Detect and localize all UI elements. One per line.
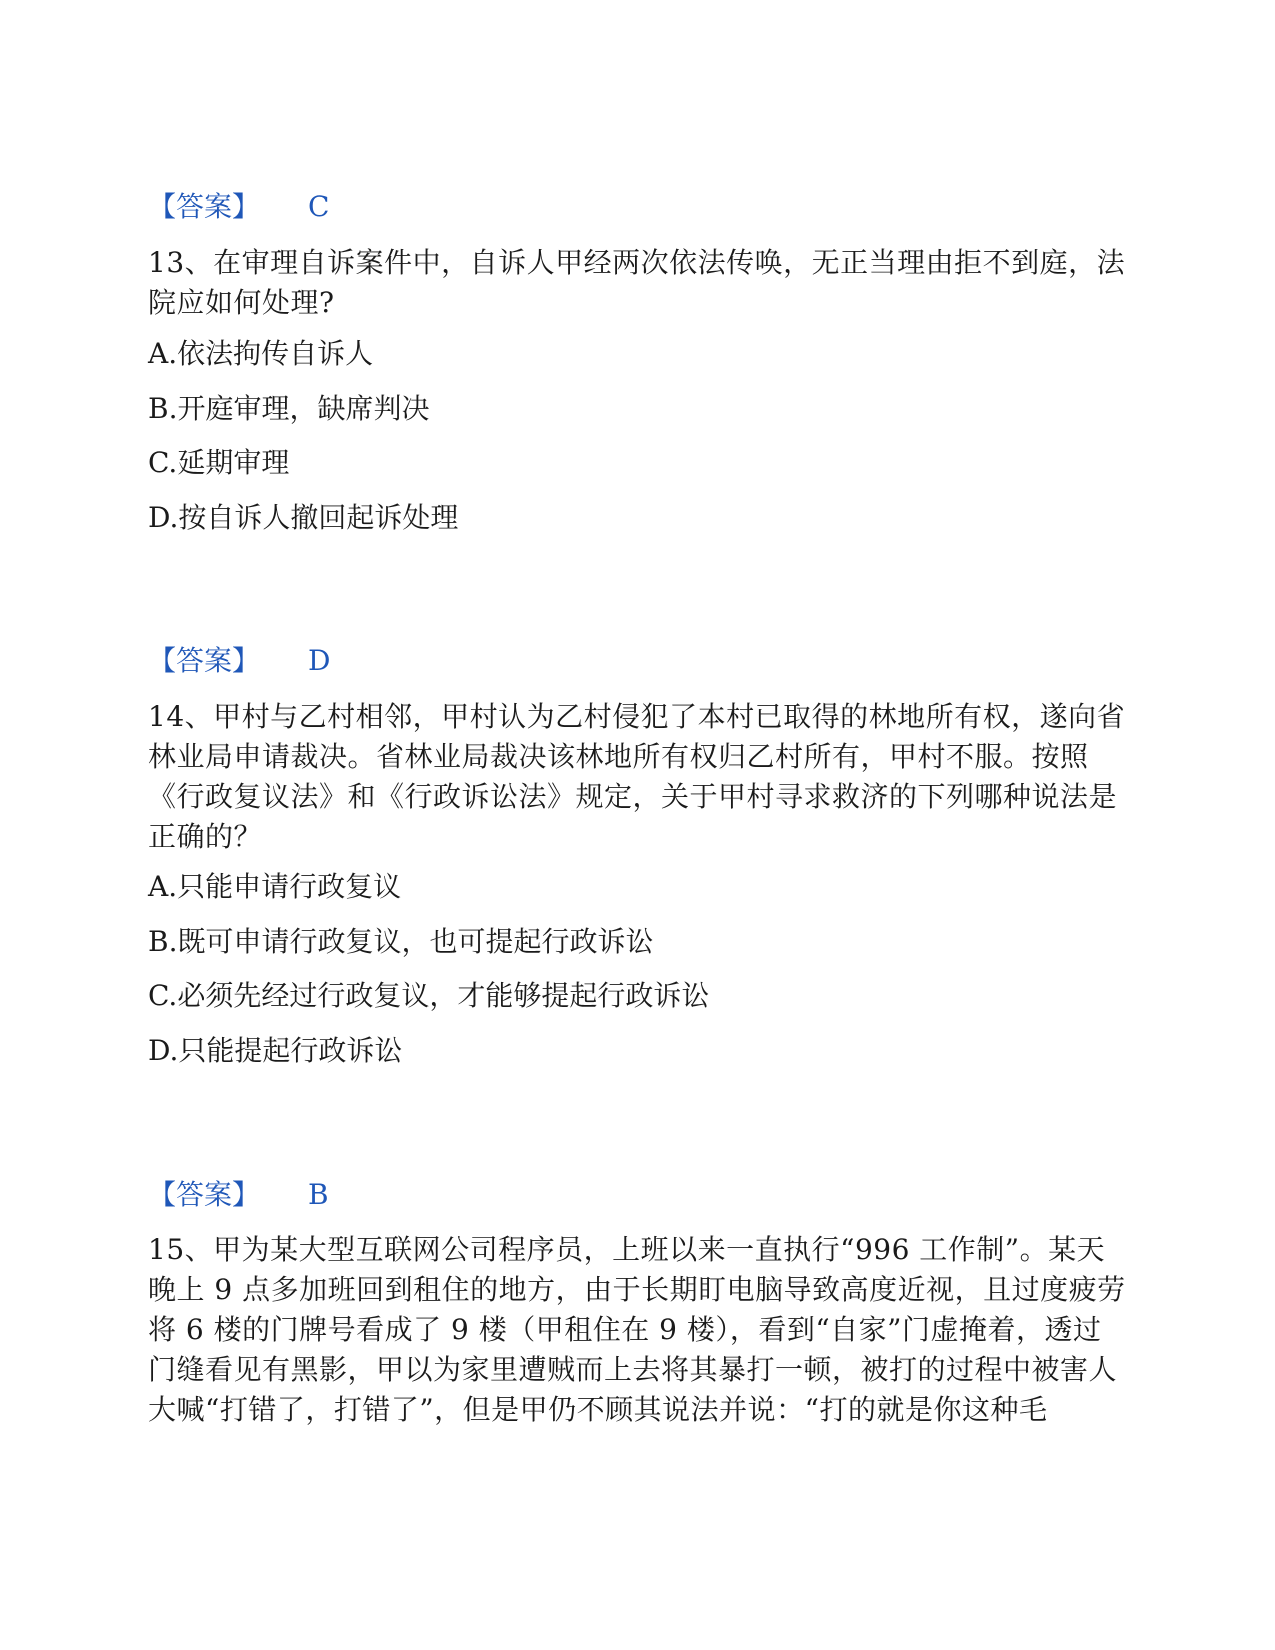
q13-option-c: C.延期审理 [148, 446, 290, 479]
answer-value: B [308, 1178, 329, 1211]
q14-option-b: B.既可申请行政复议，也可提起行政诉讼 [148, 925, 654, 958]
q13-option-b: B.开庭审理，缺席判决 [148, 392, 430, 425]
q14-option-d: D.只能提起行政诉讼 [148, 1034, 403, 1067]
question-14-text: 14、甲村与乙村相邻，甲村认为乙村侵犯了本村已取得的林地所有权，遂向省林业局申请裁决。省林业局裁决该林地所有权归乙村所有，甲村不服。按照《行政复议法》和《行政诉讼法》规定，关于甲村寻求救济的下列哪种说法是正确的？ [148, 700, 1126, 853]
q14-option-c: C.必须先经过行政复议，才能够提起行政诉讼 [148, 979, 710, 1012]
question-13-text: 13、在审理自诉案件中，自诉人甲经两次依法传唤，无正当理由拒不到庭，法院应如何处理? [148, 246, 1126, 319]
q13-option-d: D.按自诉人撤回起诉处理 [148, 501, 459, 534]
answer-tag: 【答案】 [148, 1178, 261, 1211]
q13-option-a: A.依法拘传自诉人 [148, 337, 374, 370]
answer-value: D [308, 644, 331, 677]
answer-line-q13 [148, 641, 1128, 681]
answer-line-q12 [148, 187, 1128, 227]
answer-tag: 【答案】 [148, 644, 261, 677]
q14-option-a: A.只能申请行政复议 [148, 870, 402, 903]
question-15-text: 15、甲为某大型互联网公司程序员，上班以来一直执行“996 工作制”。某天晚上 9 点多加班回到租住的地方，由于长期盯电脑导致高度近视，且过度疲劳将 6 楼的门牌号看成了 9 楼（甲租住在 9 楼），看到“自家”门虚掩着，透过门缝看见有黑影，甲以为家里遭贼而上去将其暴打一顿，被打的过程中被害人大喊“打错了，打错了”，但是甲仍不顾其说法并说：“打的就是你这种毛 [148, 1233, 1126, 1426]
answer-value: C [308, 190, 330, 223]
answer-tag: 【答案】 [148, 190, 261, 223]
answer-line-q14 [148, 1175, 1128, 1215]
